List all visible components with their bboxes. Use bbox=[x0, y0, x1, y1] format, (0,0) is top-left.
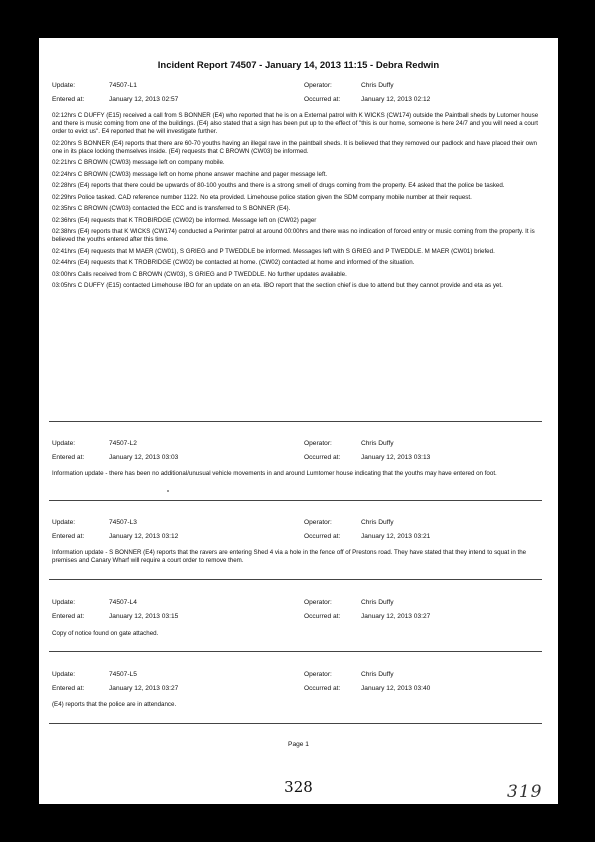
update-id: 74507-L4 bbox=[109, 599, 137, 606]
entry-divider bbox=[49, 500, 542, 501]
update-label: Update: bbox=[52, 519, 76, 526]
log-line: 03:00hrs Calls received from C BROWN (CW03), S GRIEG and P TWEDDLE. No further updates available. bbox=[52, 270, 347, 278]
operator-name: Chris Duffy bbox=[361, 519, 394, 526]
operator-label: Operator: bbox=[304, 599, 332, 606]
operator-label: Operator: bbox=[304, 440, 332, 447]
update-label: Update: bbox=[52, 440, 76, 447]
entry-log bbox=[52, 701, 540, 713]
update-label: Update: bbox=[52, 671, 76, 678]
log-line: 02:38hrs (E4) reports that K WICKS (CW174) conducted a Perimter patrol at around 00:00hrs and there was no indication of forced entry or music coming from the property. It is believed the youths entered after this time. bbox=[52, 228, 535, 243]
log-line: 02:12hrs C DUFFY (E15) received a call from S BONNER (E4) who reported that he is on a External patrol with K WICKS (CW174) outside the Paintball sheds by Lutomer house and there is music coming from one of the buildings. (E4) also stated that a sign has been put up to the effect of "this is our home, someone is here 24/7 and you will need a court order to evict us". E4 reported that he will investigate further. bbox=[52, 112, 539, 135]
entry-divider bbox=[49, 723, 542, 724]
operator-name: Chris Duffy bbox=[361, 82, 394, 89]
log-line: 02:20hrs S BONNER (E4) reports that there are 60-70 youths having an illegal rave in the paintball sheds. It is believed that they removed our padlock and have placed their own one in its place locking themselves inside. (E4) requests that C BROWN (CW03) be informed. bbox=[52, 139, 537, 155]
log-line: (E4) reports that the police are in attendance. bbox=[52, 701, 177, 708]
page-number: Page 1 bbox=[288, 741, 309, 748]
entered-value: January 12, 2013 03:03 bbox=[109, 454, 179, 461]
entered-value: January 12, 2013 03:15 bbox=[109, 613, 179, 620]
entered-value: January 12, 2013 03:27 bbox=[109, 685, 179, 692]
update-label: Update: bbox=[52, 82, 76, 89]
entry-divider bbox=[49, 651, 542, 652]
log-line: 02:35hrs C BROWN (CW03) contacted the ECC and is transferred to S BONNER (E4). bbox=[52, 205, 291, 212]
report-title: Incident Report 74507 - January 14, 2013 11:15 - Debra Redwin bbox=[157, 60, 440, 71]
entry-log bbox=[52, 112, 540, 294]
occurred-value: January 12, 2013 03:27 bbox=[361, 613, 431, 620]
occurred-value: January 12, 2013 02:12 bbox=[361, 96, 431, 103]
bates-number: 328 bbox=[284, 778, 313, 796]
operator-label: Operator: bbox=[304, 82, 332, 89]
entered-label: Entered at: bbox=[52, 685, 85, 692]
operator-name: Chris Duffy bbox=[361, 599, 394, 606]
log-line: Information update - S BONNER (E4) reports that the ravers are entering Shed 4 via a hole in the fence off of Prestons road. They have stated that they intend to squat in the premises and Canary Wharf will require a court order to remove them. bbox=[52, 549, 527, 564]
handwritten-number: 319 bbox=[507, 782, 543, 802]
update-id: 74507-L3 bbox=[109, 519, 137, 526]
log-line: 02:21hrs C BROWN (CW03) message left on company mobile. bbox=[52, 159, 225, 166]
log-line: Copy of notice found on gate attached. bbox=[52, 630, 159, 637]
update-label: Update: bbox=[52, 599, 76, 606]
update-id: 74507-L5 bbox=[109, 671, 137, 678]
log-line: 02:28hrs (E4) reports that there could be upwards of 80-100 youths and there is a strong smell of drugs coming from the property. E4 asked that the police be tasked. bbox=[52, 182, 505, 189]
update-id: 74507-L2 bbox=[109, 440, 137, 447]
entry-log bbox=[52, 470, 540, 482]
entry-divider bbox=[49, 579, 542, 580]
entered-label: Entered at: bbox=[52, 96, 85, 103]
entered-label: Entered at: bbox=[52, 533, 85, 540]
log-line: 02:44hrs (E4) requests that K TROBRIDGE (CW02) be contacted at home. (CW02) contacted at home and informed of the situation. bbox=[52, 259, 415, 266]
scan-speck bbox=[167, 490, 169, 492]
entered-label: Entered at: bbox=[52, 613, 85, 620]
log-line: 02:41hrs (E4) requests that M MAER (CW01), S GRIEG and P TWEDDLE be informed. Messages left with S GRIEG and P TWEDDLE. M MAER (CW01) briefed. bbox=[52, 247, 495, 255]
occurred-label: Occurred at: bbox=[304, 613, 341, 620]
entered-value: January 12, 2013 02:57 bbox=[109, 96, 179, 103]
log-line: 03:05hrs C DUFFY (E15) contacted Limehouse IBO for an update on an eta. IBO report that the section chief is due to attend but they cannot provide and eta as yet. bbox=[52, 282, 503, 289]
occurred-label: Occurred at: bbox=[304, 533, 341, 540]
log-line: 02:24hrs C BROWN (CW03) message left on home phone answer machine and pager message left. bbox=[52, 170, 328, 178]
operator-label: Operator: bbox=[304, 671, 332, 678]
occurred-label: Occurred at: bbox=[304, 96, 341, 103]
log-line: 02:36hrs (E4) requests that K TROBIRDGE (CW02) be informed. Message left on (CW02) pager bbox=[52, 216, 317, 224]
operator-name: Chris Duffy bbox=[361, 440, 394, 447]
operator-label: Operator: bbox=[304, 519, 332, 526]
update-id: 74507-L1 bbox=[109, 82, 137, 89]
entered-value: January 12, 2013 03:12 bbox=[109, 533, 179, 540]
document-page bbox=[39, 38, 558, 804]
entry-log bbox=[52, 549, 540, 569]
occurred-value: January 12, 2013 03:40 bbox=[361, 685, 431, 692]
operator-name: Chris Duffy bbox=[361, 671, 394, 678]
occurred-value: January 12, 2013 03:21 bbox=[361, 533, 431, 540]
occurred-label: Occurred at: bbox=[304, 454, 341, 461]
occurred-label: Occurred at: bbox=[304, 685, 341, 692]
entry-log bbox=[52, 630, 540, 642]
entered-label: Entered at: bbox=[52, 454, 85, 461]
occurred-value: January 12, 2013 03:13 bbox=[361, 454, 431, 461]
log-line: 02:29hrs Police tasked. CAD reference number 1122. No eta provided. Limehouse police station given the SDM company mobile number at their request. bbox=[52, 193, 472, 201]
log-line: Information update - there has been no additional/unusual vehicle movements in and around Lumtomer house indicating that the youths may have entered on foot. bbox=[52, 470, 497, 477]
entry-divider bbox=[49, 421, 542, 422]
